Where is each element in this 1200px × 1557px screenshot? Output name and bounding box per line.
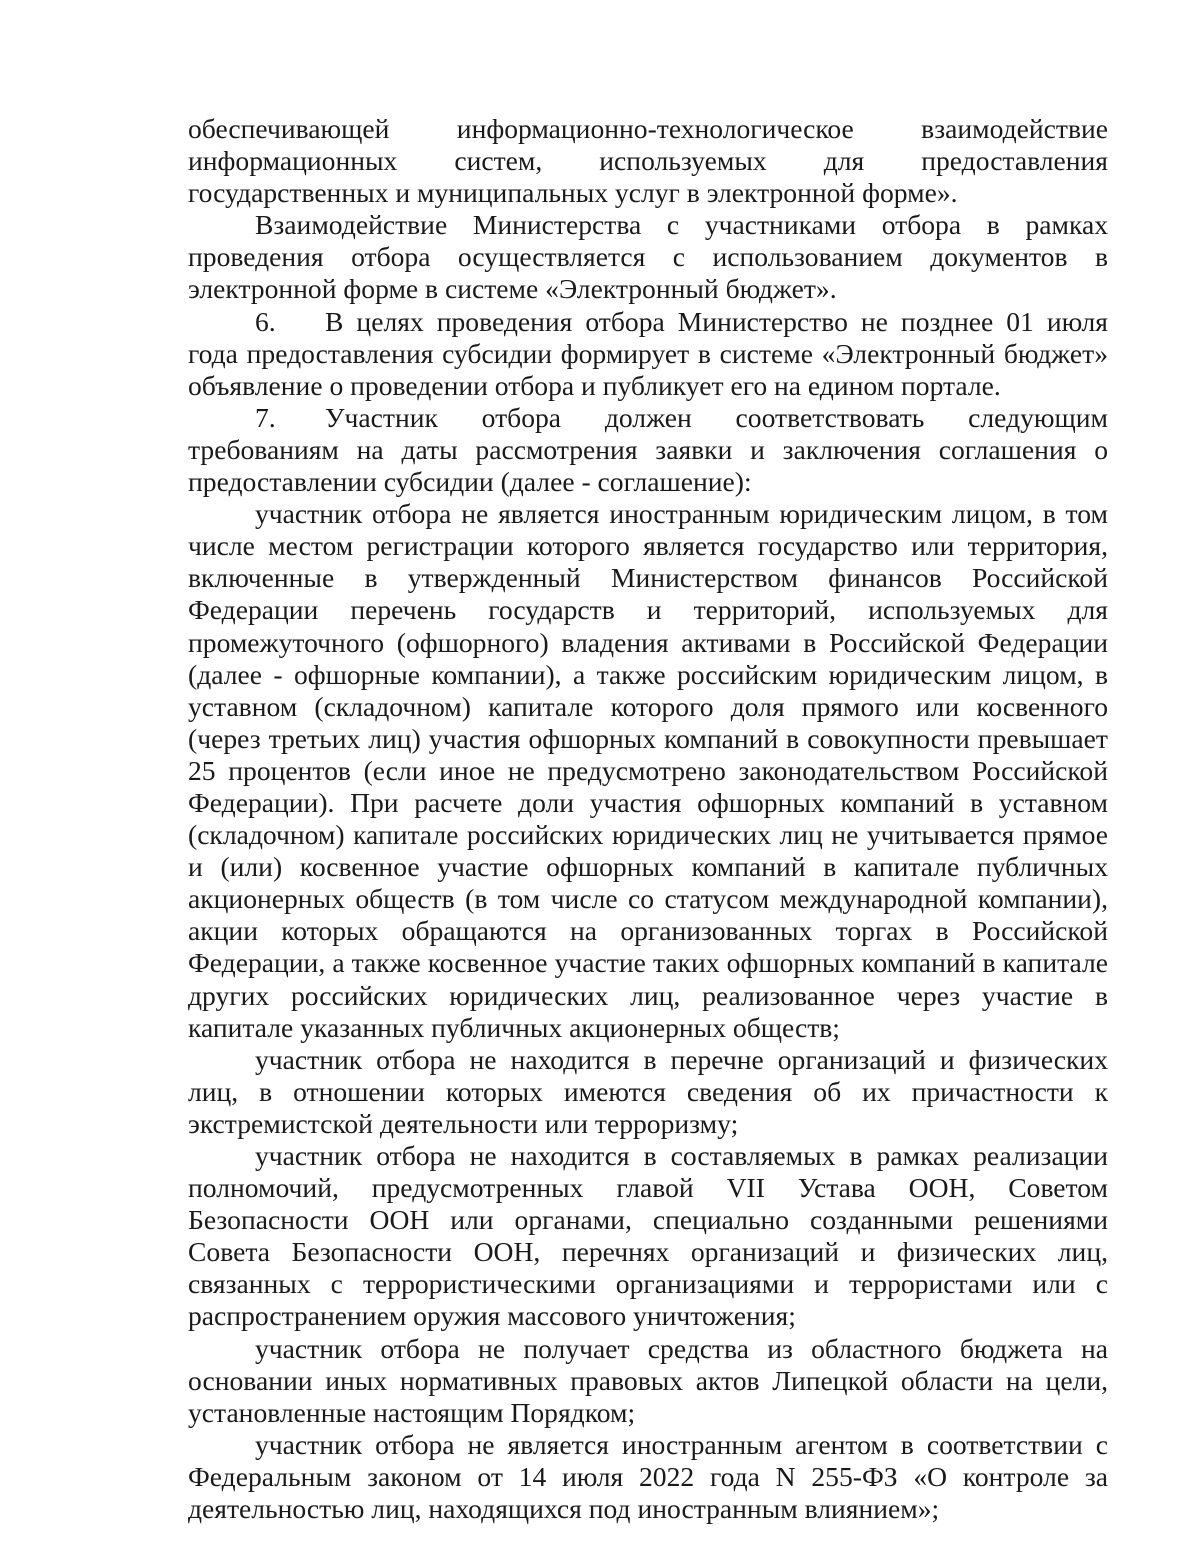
- paragraph-text: В целях проведения отбора Министерство не позднее 01 июля года предоставления субсидии формирует в системе «Электронный бюджет» объявление о проведении отбора и публикует его на едином портале.: [188, 305, 1108, 401]
- paragraph-extremism: участник отбора не находится в перечне организаций и физических лиц, в отношении которых имеются сведения об их причастности к экстремистской деятельности или терроризму;: [188, 1043, 1108, 1139]
- paragraph-regional-budget: участник отбора не получает средства из областного бюджета на основании иных нормативных правовых актов Липецкой области на цели, установленные настоящим Порядком;: [188, 1332, 1108, 1428]
- paragraph-number: 7.: [255, 401, 276, 433]
- paragraph-text: Участник отбора должен соответствовать следующим требованиям на даты рассмотрения заявки и заключения соглашения о предоставлении субсидии (далее - соглашение):: [188, 401, 1108, 498]
- paragraph-7: [188, 402, 1108, 498]
- paragraph-continuation: обеспечивающей информационно-технологическое взаимодействие информационных систем, используемых для предоставления государственных и муниципальных услуг в электронной форме».: [188, 113, 1108, 209]
- paragraph-un-sanctions: участник отбора не находится в составляемых в рамках реализации полномочий, предусмотренных главой VII Устава ООН, Советом Безопасности ООН или органами, специально созданными решениями Совета Безопасности ООН, перечнях организаций и физических лиц, связанных с террористическими организациями и террористами или с распространением оружия массового уничтожения;: [188, 1140, 1108, 1332]
- paragraph-foreign-agent: участник отбора не является иностранным агентом в соответствии с Федеральным законом от 14 июля 2022 года N 255-ФЗ «О контроле за деятельностью лиц, находящихся под иностранным влиянием»;: [188, 1428, 1108, 1525]
- paragraph-6: [188, 306, 1108, 402]
- paragraph-offshore: участник отбора не является иностранным юридическим лицом, в том числе местом регистрации которого является государство или территория, включенные в утвержденный Министерством финансов Российской Федерации перечень государств и территорий, используемых для промежуточного (офшорного) владения активами в Российской Федерации (далее - офшорные компании), а также российским юридическим лицом, в уставном (складочном) капитале которого доля прямого или косвенного (через третьих лиц) участия офшорных компаний в совокупности превышает 25 процентов (если иное не предусмотрено законодательством Российской Федерации). При расчете доли участия офшорных компаний в уставном (складочном) капитале российских юридических лиц не учитывается прямое и (или) косвенное участие офшорных компаний в капитале публичных акционерных обществ (в том числе со статусом международной компании), акции которых обращаются на организованных торгах в Российской Федерации, а также косвенное участие таких офшорных компаний в капитале других российских юридических лиц, реализованное через участие в капитале указанных публичных акционерных обществ;: [188, 498, 1108, 1043]
- paragraph-number: 6.: [255, 305, 276, 337]
- paragraph-interaction: Взаимодействие Министерства с участниками отбора в рамках проведения отбора осуществляется с использованием документов в электронной форме в системе «Электронный бюджет».: [188, 209, 1108, 305]
- document-body: [188, 113, 1108, 1525]
